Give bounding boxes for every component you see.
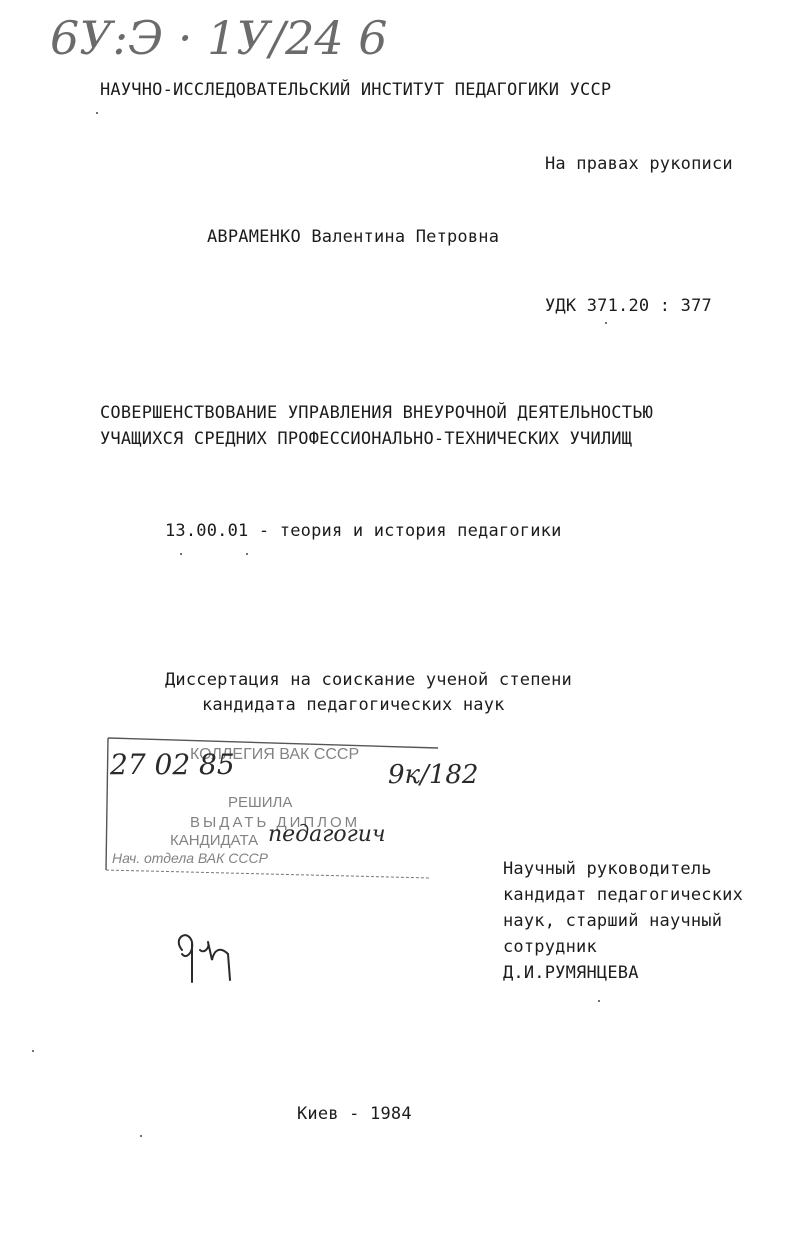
dissertation-degree-line-1: Диссертация на соискание ученой степени <box>165 670 572 690</box>
scan-speck <box>246 553 248 555</box>
stamp-line-collegium: КОЛЛЕГИЯ ВАК СССР <box>190 746 360 763</box>
handwritten-catalog-mark <box>40 2 500 72</box>
supervisor-line-3: наук, старший научный <box>503 911 723 931</box>
scan-speck <box>140 1135 142 1137</box>
handwritten-number: 9к/182 <box>388 760 479 790</box>
signature-mark <box>168 920 258 990</box>
institute-name: НАУЧНО-ИССЛЕДОВАТЕЛЬСКИЙ ИНСТИТУТ ПЕДАГОГИКИ УССР <box>100 80 612 100</box>
stamp-line-candidate: КАНДИДАТА <box>170 832 259 849</box>
handwritten-date: 27 02 85 <box>110 748 235 781</box>
scan-speck <box>605 322 607 324</box>
udk-code: УДК 371.20 : 377 <box>545 296 712 316</box>
stamp-line-decided: РЕШИЛА <box>228 794 293 811</box>
scan-speck <box>96 112 98 114</box>
scan-speck <box>598 1000 600 1002</box>
handwritten-catalog-text: 6У:Э · 1У/24 6 <box>50 11 388 65</box>
dissertation-degree-line-2: кандидата педагогических наук <box>202 695 505 715</box>
stamp-line-department-head: Нач. отдела ВАК СССР <box>112 850 268 866</box>
supervisor-line-4: сотрудник <box>503 937 597 957</box>
handwritten-science-word: педагогич <box>268 822 386 847</box>
specialty-code: 13.00.01 - теория и история педагогики <box>165 521 562 541</box>
manuscript-rights-note: На правах рукописи <box>545 154 733 174</box>
place-and-year: Киев - 1984 <box>297 1104 412 1124</box>
author-name: АВРАМЕНКО Валентина Петровна <box>207 227 500 247</box>
scan-speck <box>180 553 182 555</box>
supervisor-line-1: Научный руководитель <box>503 859 712 879</box>
supervisor-name: Д.И.РУМЯНЦЕВА <box>503 963 639 983</box>
scan-speck <box>32 1050 34 1052</box>
thesis-title-line-1: СОВЕРШЕНСТВОВАНИЕ УПРАВЛЕНИЯ ВНЕУРОЧНОЙ ДЕЯТЕЛЬНОСТЬЮ <box>100 403 654 423</box>
vak-stamp <box>100 730 480 890</box>
stamp-line-issue-diploma: ВЫДАТЬ ДИПЛОМ <box>190 814 361 831</box>
thesis-title-line-2: УЧАЩИХСЯ СРЕДНИХ ПРОФЕССИОНАЛЬНО-ТЕХНИЧЕСКИХ УЧИЛИЩ <box>100 429 633 449</box>
supervisor-line-2: кандидат педагогических <box>503 885 744 905</box>
